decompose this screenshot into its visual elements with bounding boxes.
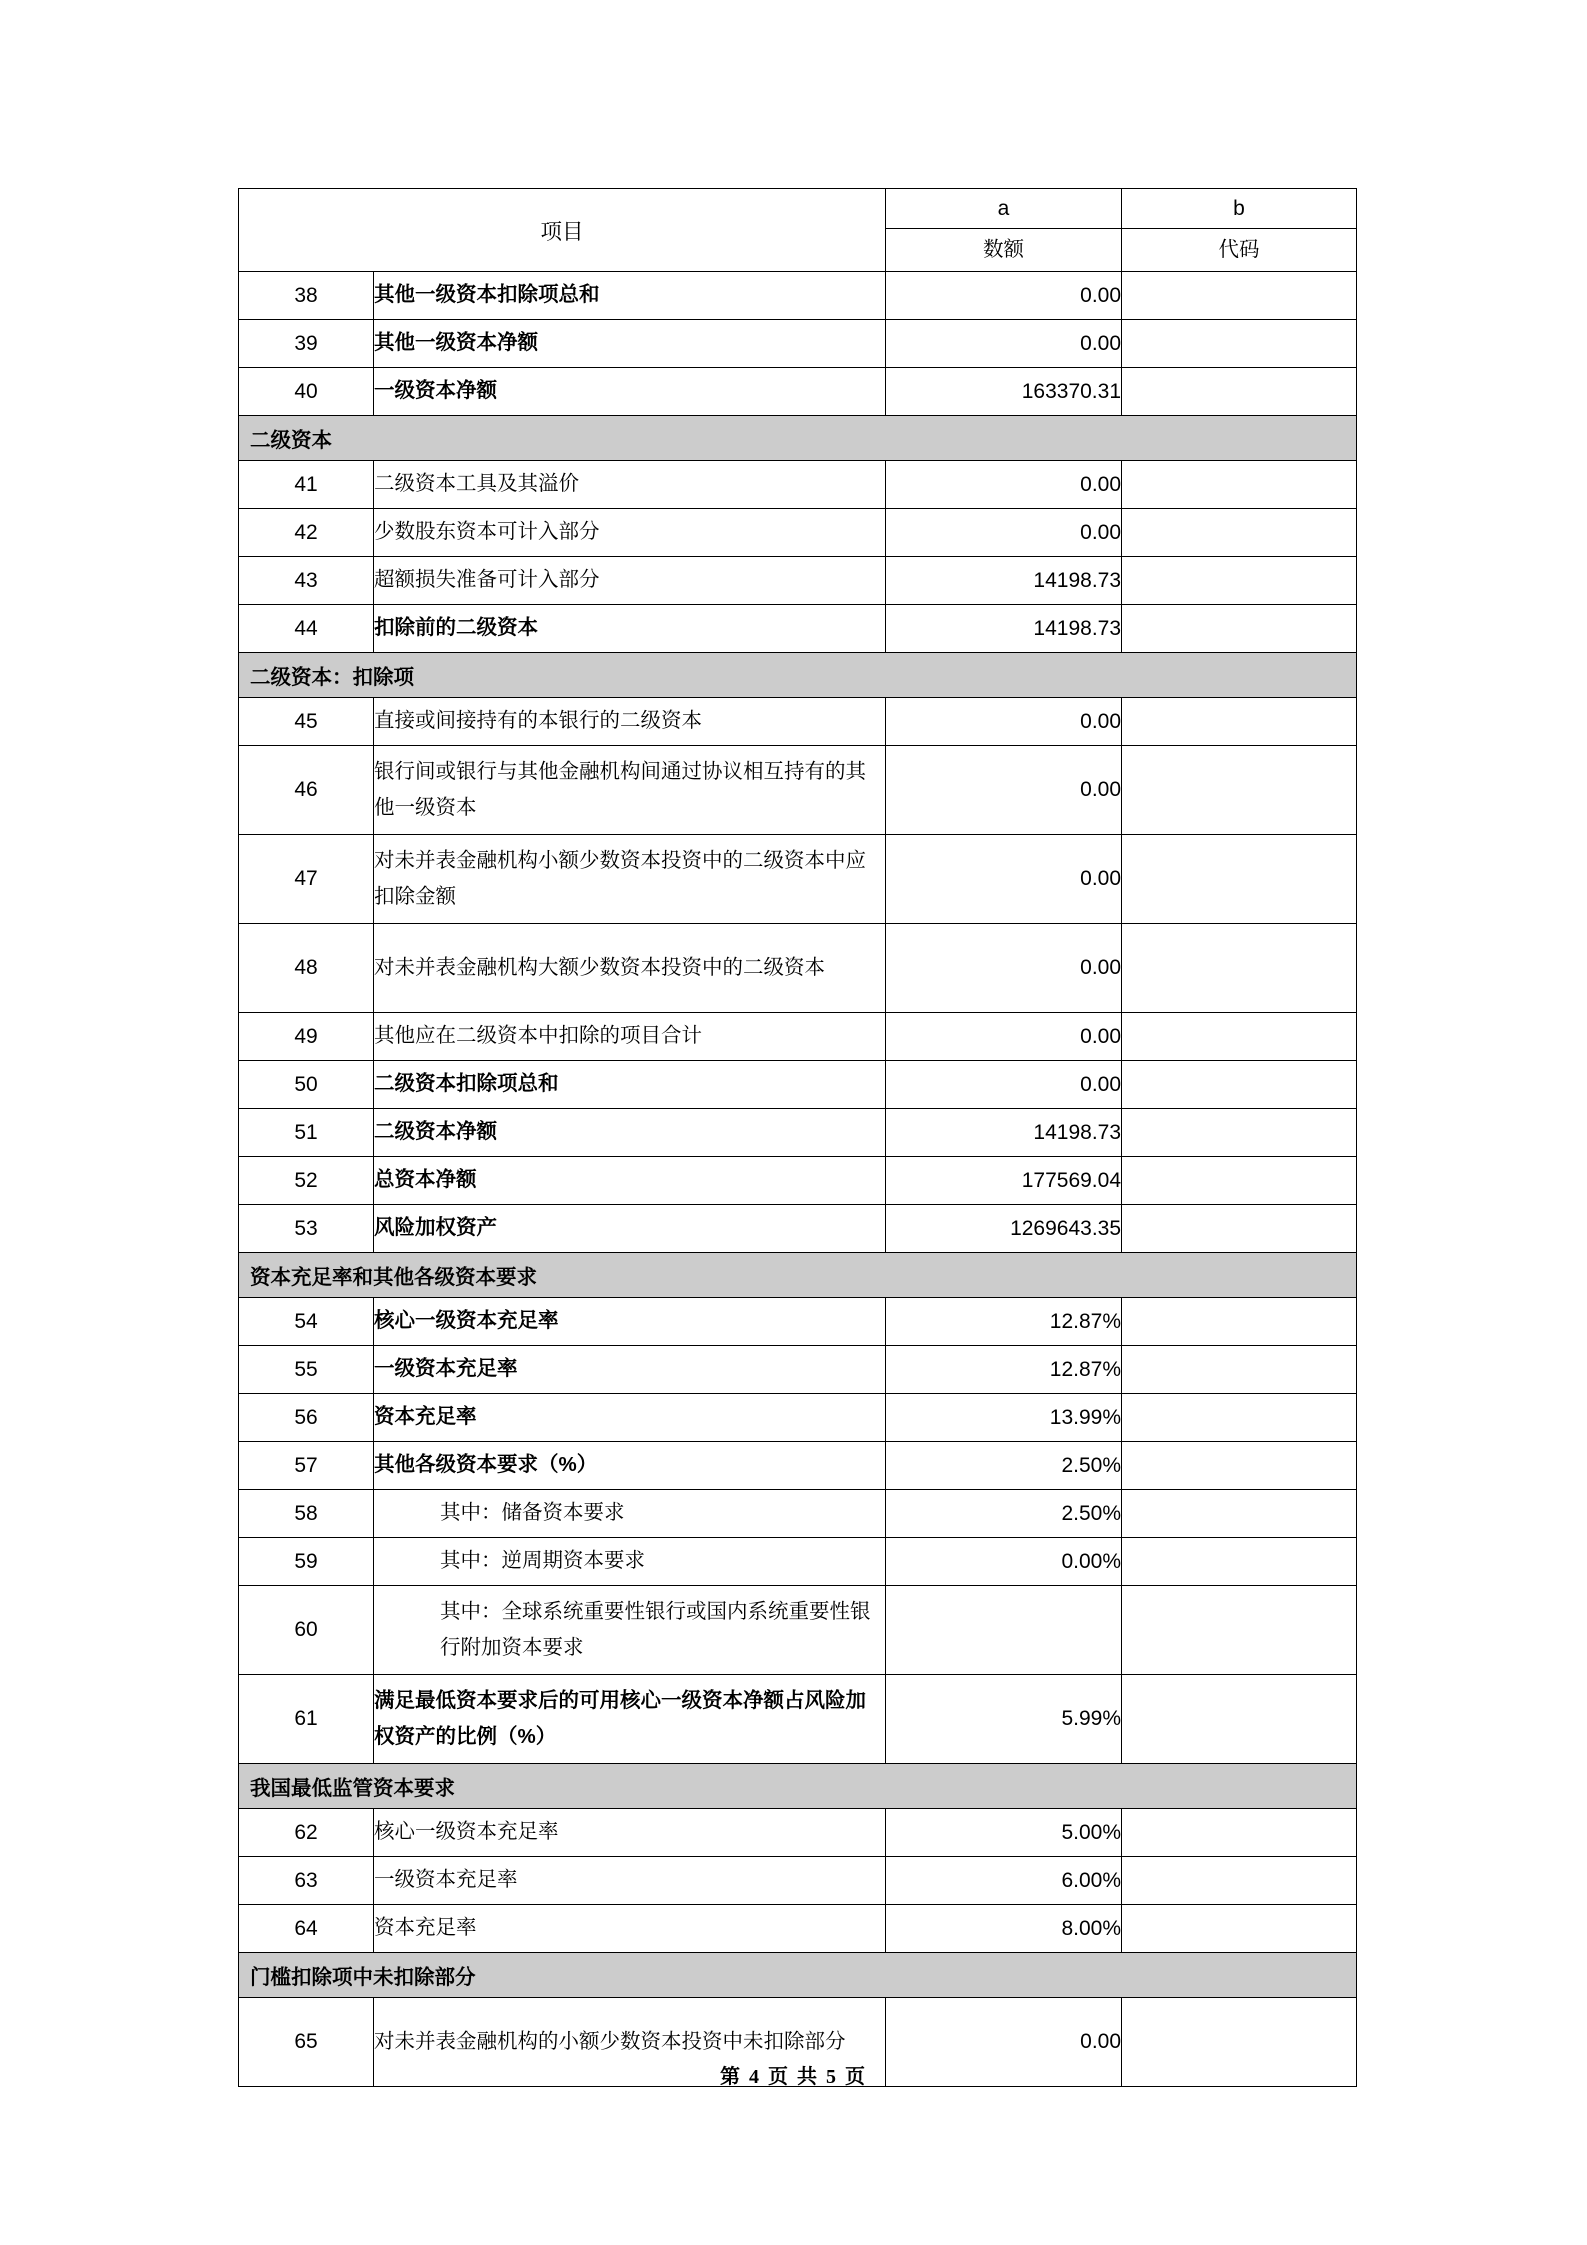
row-item-cell: 扣除前的二级资本 xyxy=(374,605,886,653)
row-item-cell: 资本充足率 xyxy=(374,1394,886,1442)
row-item-cell: 超额损失准备可计入部分 xyxy=(374,557,886,605)
row-item-cell: 其他一级资本净额 xyxy=(374,320,886,368)
table-row xyxy=(239,509,1357,557)
row-item-cell: 二级资本扣除项总和 xyxy=(374,1061,886,1109)
row-item-cell: 对未并表金融机构的小额少数资本投资中未扣除部分 xyxy=(374,1998,886,2087)
row-code-cell xyxy=(1122,1205,1357,1253)
row-item-cell: 核心一级资本充足率 xyxy=(374,1809,886,1857)
table-row xyxy=(239,272,1357,320)
row-item-cell: 风险加权资产 xyxy=(374,1205,886,1253)
row-code-cell xyxy=(1122,924,1357,1013)
row-item-cell: 对未并表金融机构小额少数资本投资中的二级资本中应扣除金额 xyxy=(374,835,886,924)
row-code-cell xyxy=(1122,698,1357,746)
row-amount-cell: 0.00 xyxy=(886,1013,1122,1061)
row-code-cell xyxy=(1122,1013,1357,1061)
row-amount-cell: 5.00% xyxy=(886,1809,1122,1857)
table-row xyxy=(239,1905,1357,1953)
row-amount-cell: 12.87% xyxy=(886,1346,1122,1394)
row-code-cell xyxy=(1122,272,1357,320)
table-row xyxy=(239,698,1357,746)
row-code-cell xyxy=(1122,1394,1357,1442)
row-number-cell: 61 xyxy=(239,1675,374,1764)
row-amount-cell: 12.87% xyxy=(886,1298,1122,1346)
row-amount-cell: 14198.73 xyxy=(886,557,1122,605)
row-number-cell: 40 xyxy=(239,368,374,416)
row-code-cell xyxy=(1122,1675,1357,1764)
row-item-cell: 一级资本净额 xyxy=(374,368,886,416)
row-code-cell xyxy=(1122,557,1357,605)
row-amount-cell: 2.50% xyxy=(886,1490,1122,1538)
row-number-cell: 52 xyxy=(239,1157,374,1205)
table-row xyxy=(239,1205,1357,1253)
row-amount-cell: 0.00 xyxy=(886,1061,1122,1109)
row-item-cell: 其他一级资本扣除项总和 xyxy=(374,272,886,320)
row-number-cell: 45 xyxy=(239,698,374,746)
header-column-a-letter: a xyxy=(886,189,1122,229)
row-number-cell: 57 xyxy=(239,1442,374,1490)
row-number-cell: 42 xyxy=(239,509,374,557)
row-amount-cell: 14198.73 xyxy=(886,1109,1122,1157)
table-row xyxy=(239,1675,1357,1764)
row-code-cell xyxy=(1122,1298,1357,1346)
row-code-cell xyxy=(1122,509,1357,557)
table-row xyxy=(239,1061,1357,1109)
row-amount-cell: 0.00% xyxy=(886,1538,1122,1586)
table-row xyxy=(239,1857,1357,1905)
row-code-cell xyxy=(1122,368,1357,416)
row-number-cell: 51 xyxy=(239,1109,374,1157)
table-body xyxy=(239,272,1357,2087)
section-header-title: 门槛扣除项中未扣除部分 xyxy=(239,1953,1357,1998)
row-amount-cell: 8.00% xyxy=(886,1905,1122,1953)
page-footer: 第 4 页 共 5 页 xyxy=(720,2066,867,2088)
row-code-cell xyxy=(1122,1346,1357,1394)
row-number-cell: 47 xyxy=(239,835,374,924)
row-code-cell xyxy=(1122,1490,1357,1538)
row-code-cell xyxy=(1122,1061,1357,1109)
row-amount-cell: 5.99% xyxy=(886,1675,1122,1764)
table-header-row-letters xyxy=(239,189,1357,229)
row-code-cell xyxy=(1122,835,1357,924)
row-item-cell: 一级资本充足率 xyxy=(374,1346,886,1394)
row-number-cell: 53 xyxy=(239,1205,374,1253)
table-section-header-row xyxy=(239,1953,1357,1998)
row-item-cell: 其他各级资本要求（%） xyxy=(374,1442,886,1490)
capital-composition-table xyxy=(238,188,1357,2087)
table-row xyxy=(239,1157,1357,1205)
section-header-title: 我国最低监管资本要求 xyxy=(239,1764,1357,1809)
section-header-title: 资本充足率和其他各级资本要求 xyxy=(239,1253,1357,1298)
row-number-cell: 41 xyxy=(239,461,374,509)
table-row xyxy=(239,461,1357,509)
row-item-cell: 其中：全球系统重要性银行或国内系统重要性银行附加资本要求 xyxy=(374,1586,886,1675)
row-item-cell: 少数股东资本可计入部分 xyxy=(374,509,886,557)
row-number-cell: 43 xyxy=(239,557,374,605)
row-item-cell: 资本充足率 xyxy=(374,1905,886,1953)
row-code-cell xyxy=(1122,605,1357,653)
row-item-cell: 二级资本工具及其溢价 xyxy=(374,461,886,509)
row-amount-cell: 0.00 xyxy=(886,698,1122,746)
row-amount-cell: 163370.31 xyxy=(886,368,1122,416)
table-row xyxy=(239,835,1357,924)
table-row xyxy=(239,1490,1357,1538)
section-header-title: 二级资本 xyxy=(239,416,1357,461)
table-row xyxy=(239,557,1357,605)
table-row xyxy=(239,1538,1357,1586)
row-amount-cell: 0.00 xyxy=(886,509,1122,557)
row-item-cell: 一级资本充足率 xyxy=(374,1857,886,1905)
row-number-cell: 49 xyxy=(239,1013,374,1061)
table-row xyxy=(239,1346,1357,1394)
row-code-cell xyxy=(1122,1109,1357,1157)
table-row xyxy=(239,1809,1357,1857)
row-number-cell: 38 xyxy=(239,272,374,320)
row-number-cell: 46 xyxy=(239,746,374,835)
row-number-cell: 62 xyxy=(239,1809,374,1857)
table-section-header-row xyxy=(239,653,1357,698)
table-section-header-row xyxy=(239,1253,1357,1298)
table-row xyxy=(239,1586,1357,1675)
header-column-b-letter: b xyxy=(1122,189,1357,229)
row-amount-cell: 14198.73 xyxy=(886,605,1122,653)
table-row xyxy=(239,746,1357,835)
table-header xyxy=(239,189,1357,272)
row-code-cell xyxy=(1122,1857,1357,1905)
row-amount-cell: 6.00% xyxy=(886,1857,1122,1905)
row-number-cell: 58 xyxy=(239,1490,374,1538)
header-column-a-label: 数额 xyxy=(886,229,1122,272)
table-row xyxy=(239,1394,1357,1442)
row-number-cell: 50 xyxy=(239,1061,374,1109)
row-number-cell: 63 xyxy=(239,1857,374,1905)
row-number-cell: 60 xyxy=(239,1586,374,1675)
capital-composition-table-wrapper xyxy=(238,188,1356,2087)
table-row xyxy=(239,320,1357,368)
row-amount-cell: 2.50% xyxy=(886,1442,1122,1490)
row-amount-cell: 0.00 xyxy=(886,746,1122,835)
row-code-cell xyxy=(1122,1586,1357,1675)
row-item-cell: 核心一级资本充足率 xyxy=(374,1298,886,1346)
row-code-cell xyxy=(1122,461,1357,509)
row-amount-cell: 0.00 xyxy=(886,924,1122,1013)
table-row xyxy=(239,924,1357,1013)
table-row xyxy=(239,1013,1357,1061)
row-item-cell: 银行间或银行与其他金融机构间通过协议相互持有的其他一级资本 xyxy=(374,746,886,835)
row-number-cell: 59 xyxy=(239,1538,374,1586)
table-row xyxy=(239,1442,1357,1490)
row-item-cell: 总资本净额 xyxy=(374,1157,886,1205)
header-column-b-label: 代码 xyxy=(1122,229,1357,272)
table-row xyxy=(239,605,1357,653)
row-number-cell: 55 xyxy=(239,1346,374,1394)
row-item-cell: 满足最低资本要求后的可用核心一级资本净额占风险加权资产的比例（%） xyxy=(374,1675,886,1764)
row-code-cell xyxy=(1122,1905,1357,1953)
row-code-cell xyxy=(1122,746,1357,835)
row-amount-cell: 13.99% xyxy=(886,1394,1122,1442)
row-number-cell: 44 xyxy=(239,605,374,653)
table-section-header-row xyxy=(239,1764,1357,1809)
row-code-cell xyxy=(1122,1442,1357,1490)
row-item-cell: 对未并表金融机构大额少数资本投资中的二级资本 xyxy=(374,924,886,1013)
row-amount-cell: 0.00 xyxy=(886,461,1122,509)
row-item-cell: 其他应在二级资本中扣除的项目合计 xyxy=(374,1013,886,1061)
row-amount-cell: 1269643.35 xyxy=(886,1205,1122,1253)
row-amount-cell: 0.00 xyxy=(886,320,1122,368)
table-section-header-row xyxy=(239,416,1357,461)
row-number-cell: 64 xyxy=(239,1905,374,1953)
row-code-cell xyxy=(1122,1538,1357,1586)
row-number-cell: 39 xyxy=(239,320,374,368)
row-item-cell: 直接或间接持有的本银行的二级资本 xyxy=(374,698,886,746)
row-code-cell xyxy=(1122,1157,1357,1205)
table-row xyxy=(239,1109,1357,1157)
row-amount-cell: 0.00 xyxy=(886,1998,1122,2087)
row-number-cell: 65 xyxy=(239,1998,374,2087)
row-amount-cell: 0.00 xyxy=(886,835,1122,924)
row-number-cell: 56 xyxy=(239,1394,374,1442)
table-row xyxy=(239,1298,1357,1346)
row-item-cell: 其中：储备资本要求 xyxy=(374,1490,886,1538)
row-number-cell: 48 xyxy=(239,924,374,1013)
section-header-title: 二级资本：扣除项 xyxy=(239,653,1357,698)
row-code-cell xyxy=(1122,320,1357,368)
row-amount-cell xyxy=(886,1586,1122,1675)
row-amount-cell: 0.00 xyxy=(886,272,1122,320)
row-code-cell xyxy=(1122,1809,1357,1857)
row-amount-cell: 177569.04 xyxy=(886,1157,1122,1205)
row-item-cell: 其中：逆周期资本要求 xyxy=(374,1538,886,1586)
table-row xyxy=(239,368,1357,416)
row-item-cell: 二级资本净额 xyxy=(374,1109,886,1157)
row-number-cell: 54 xyxy=(239,1298,374,1346)
header-item-label: 项目 xyxy=(239,189,886,272)
